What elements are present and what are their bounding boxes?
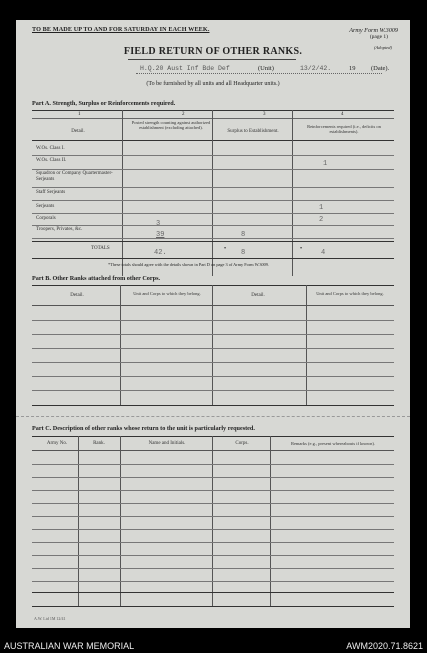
part-b-vline-2 <box>212 285 213 405</box>
col-header-posted: Posted strength counting against authorized establishment (excluding attached). <box>131 120 211 130</box>
row-line <box>32 542 394 543</box>
row-line <box>32 238 394 239</box>
row-line <box>32 516 394 517</box>
part-c-top-rule <box>32 436 394 437</box>
part-a-vline-3 <box>292 110 293 276</box>
row-line <box>32 477 394 478</box>
date-value: 13/2/42. <box>300 65 332 72</box>
row-line <box>32 490 394 491</box>
part-a-top-rule <box>32 110 394 111</box>
row-line <box>32 225 394 226</box>
row-line <box>32 155 394 156</box>
part-b-vline-1 <box>120 285 121 405</box>
row-line <box>32 213 394 214</box>
row-label-cpl: Corporals <box>36 216 56 221</box>
part-c-lower-rule <box>32 592 394 593</box>
row-line <box>32 464 394 465</box>
surplus-extra: 8 <box>241 231 246 239</box>
part-c-header-corps: Corps. <box>235 441 249 446</box>
part-b-title: Part B. Other Ranks attached from other Corps. <box>32 275 161 282</box>
row-line <box>32 320 394 321</box>
part-b-header-unit-1: Unit and Corps to which they belong. <box>133 291 201 296</box>
unit-value: H.Q.20 Aust Inf Bde Def <box>140 65 230 72</box>
totals-label: TOTALS <box>91 246 110 251</box>
furnished-note: (To be furnished by all units and all Headquarter units.) <box>146 81 280 87</box>
row-label-pte: Troopers, Privates, &c. <box>36 227 83 232</box>
part-c-header-rule <box>32 450 394 451</box>
row-line <box>32 568 394 569</box>
part-c-header-name: Name and Initials. <box>148 441 186 446</box>
part-b-vline-3 <box>306 285 307 405</box>
page-reference: (page 1) <box>369 34 388 40</box>
caption-right: AWM2020.71.8621 <box>346 641 423 651</box>
part-a-header-rule <box>32 140 394 141</box>
part-c-header-remarks: Remarks (e.g., present whereabouts if known). <box>290 441 376 446</box>
form-sheet <box>16 20 410 628</box>
total-surplus: 8 <box>241 249 246 257</box>
posted-extra: 39 <box>156 231 165 239</box>
row-label-wo1: W.Os. Class I. <box>36 146 65 151</box>
date-year: 19 <box>349 65 356 72</box>
total-reinf-star: • <box>300 246 303 252</box>
part-b-bottom-rule <box>32 405 394 406</box>
total-reinf: 4 <box>321 249 326 257</box>
part-b-header-rule <box>32 305 394 306</box>
unit-date-dotted-line <box>136 73 382 74</box>
posted-pte: 3 <box>156 220 161 228</box>
row-line <box>32 390 394 391</box>
col-header-detail: Detail. <box>71 129 85 134</box>
part-a-vline-1 <box>122 110 123 276</box>
part-a-title: Part A. Strength, Surplus or Reinforcements required. <box>32 100 176 107</box>
part-b-top-rule <box>32 285 394 286</box>
form-title: FIELD RETURN OF OTHER RANKS. <box>123 46 303 57</box>
caption-left: AUSTRALIAN WAR MEMORIAL <box>4 641 135 651</box>
top-note: TO BE MADE UP TO AND FOR SATURDAY IN EACH WEEK. <box>32 26 210 33</box>
part-c-bottom-rule <box>32 606 394 607</box>
row-line <box>32 376 394 377</box>
col-header-reinf: Reinforcements required (i.e., deficits on establishments). <box>307 124 381 134</box>
perforation-line <box>16 416 410 417</box>
reinf-wo2: 1 <box>323 160 328 168</box>
part-b-header-detail-2: Detail. <box>251 293 265 298</box>
col-num-2: 2 <box>182 112 185 117</box>
adopted-note: (Adopted) <box>374 45 392 50</box>
part-b-header-unit-2: Unit and Corps to which they belong. <box>316 291 384 296</box>
title-underline <box>128 59 296 60</box>
totals-top-rule <box>32 241 394 242</box>
row-line <box>32 169 394 170</box>
row-label-sjt: Serjeants <box>36 204 55 209</box>
row-line <box>32 334 394 335</box>
unit-label: (Unit) <box>258 65 274 72</box>
col-num-1: 1 <box>78 112 81 117</box>
row-line <box>32 503 394 504</box>
reinf-cpl: 2 <box>319 216 324 224</box>
row-line <box>32 187 394 188</box>
col-num-4: 4 <box>341 112 344 117</box>
part-c-header-army-no: Army No. <box>46 441 68 446</box>
row-label-cqms: Squadron or Company Quartermaster-Serjeants <box>36 171 113 182</box>
army-form-number: Army Form W.3009 <box>349 27 398 34</box>
reinf-sjt: 1 <box>319 204 324 212</box>
part-c-header-rank: Rank. <box>93 441 105 446</box>
part-a-colnum-rule <box>32 118 394 119</box>
totals-bottom-rule <box>32 258 394 259</box>
row-line <box>32 581 394 582</box>
row-label-wo2: W.Os. Class II. <box>36 158 67 163</box>
print-code: A.W. Ltd 1M 12/41 <box>34 616 66 621</box>
col-num-3: 3 <box>263 112 266 117</box>
total-posted: 42. <box>154 249 167 257</box>
row-line <box>32 348 394 349</box>
row-line <box>32 362 394 363</box>
col-header-surplus: Surplus to Establishment. <box>227 129 279 134</box>
row-line <box>32 529 394 530</box>
part-b-header-detail-1: Detail. <box>70 293 84 298</box>
date-label: (Date). <box>371 65 390 72</box>
row-line <box>32 200 394 201</box>
part-a-vline-2 <box>212 110 213 276</box>
row-label-staff-sjt: Staff Serjeants <box>36 190 66 195</box>
part-c-title: Part C. Description of other ranks whose return to the unit is particularly requested. <box>32 425 255 432</box>
total-surplus-star: • <box>224 246 227 252</box>
totals-note: *These totals should agree with the details shown in Part D on page 3 of Army Form W.3009. <box>108 262 269 267</box>
row-line <box>32 555 394 556</box>
